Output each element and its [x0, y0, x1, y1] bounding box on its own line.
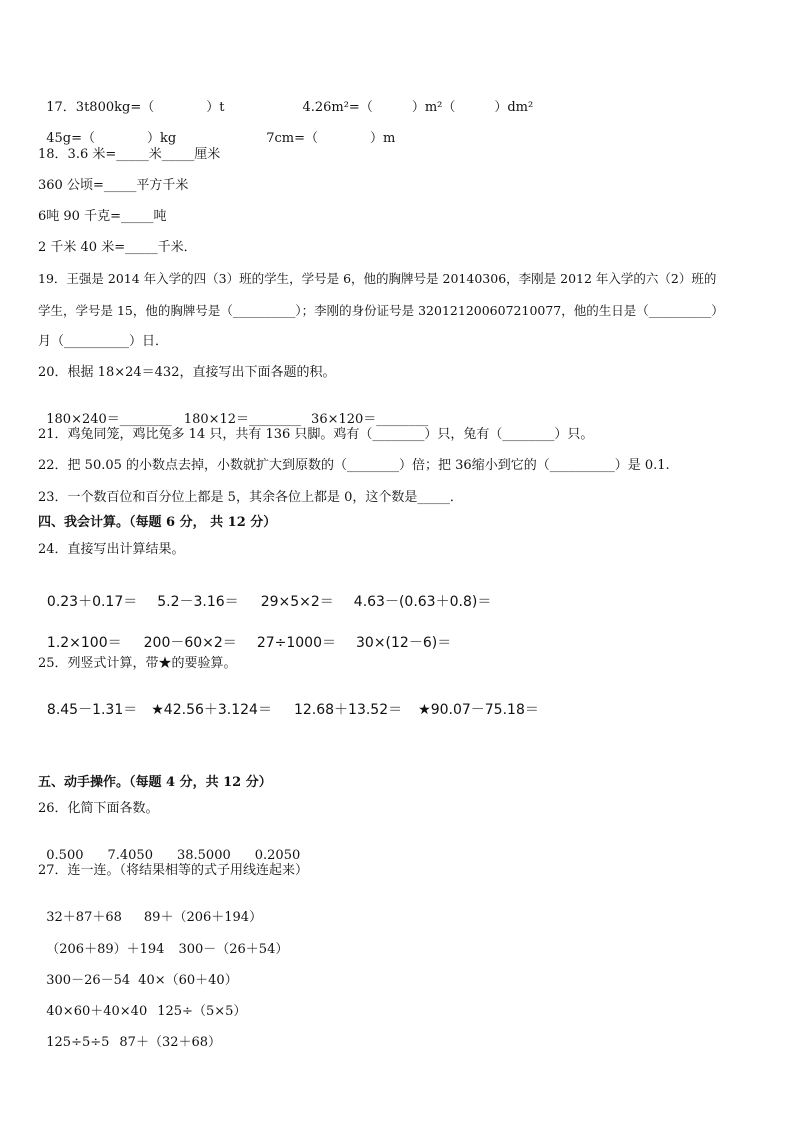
q19-line-1: 19．王强是 2014 年入学的四（3）班的学生，学号是 6，他的胸牌号是 20140306，李刚是 2012 年入学的六（2）班的 — [38, 271, 717, 286]
q19-line-3: 月（__________）日． — [38, 334, 169, 349]
q27-row — [38, 1019, 221, 1051]
q24-expr: 30×(12－6)＝ — [356, 635, 452, 651]
q27-right-expr: 300－（26＋54） — [178, 942, 289, 957]
q20-line-2 — [38, 396, 428, 428]
q27-row — [38, 988, 246, 1020]
q21-line: 21．鸡兔同笼，鸡比兔多 14 只，共有 136 只脚。鸡有（________）只，兔有（________）只。 — [38, 427, 594, 442]
q18-line-4: 2 千米 40 米=_____千米． — [38, 240, 197, 255]
q27-left-expr: 300－26－54 — [46, 973, 131, 988]
q26-number: 38.5000 — [176, 848, 231, 863]
q27-left-expr: 125÷5÷5 — [46, 1035, 110, 1050]
q25-line-1: 25．列竖式计算，带★的要验算。 — [38, 656, 237, 671]
q17-line-2 — [38, 115, 395, 147]
q17-part-d: 7cm=（ ）m — [266, 131, 396, 146]
q25-row-1 — [38, 686, 539, 718]
q24-expr: 29×5×2＝ — [260, 594, 334, 610]
q18-line-2: 360 公顷=_____平方千米 — [38, 178, 189, 193]
q26-number: 0.2050 — [254, 848, 301, 863]
q24-expr: 0.23＋0.17＝ — [46, 594, 138, 610]
q27-left-expr: 32＋87＋68 — [46, 910, 122, 925]
q25-expr: 8.45－1.31＝ — [46, 702, 138, 718]
q24-expr: 5.2－3.16＝ — [157, 594, 239, 610]
q25-expr: 12.68＋13.52＝ — [293, 702, 403, 718]
q26-numbers — [38, 832, 300, 864]
q27-left-expr: （206＋89）＋194 — [46, 942, 165, 957]
section-5-heading: 五、动手操作。（每题 4 分，共 12 分） — [38, 775, 272, 790]
section-4-heading: 四、我会计算。（每题 6 分， 共 12 分） — [38, 515, 277, 530]
q27-row — [38, 894, 262, 926]
q24-row-2 — [38, 619, 451, 651]
q18-line-1: 18．3.6 米=_____米_____厘米 — [38, 147, 221, 162]
q17-part-a: 17．3t800kg=（ ）t — [46, 100, 225, 115]
q17-line-1 — [38, 84, 533, 116]
q27-right-expr: 89＋（206＋194） — [143, 910, 263, 925]
q24-line-1: 24．直接写出计算结果。 — [38, 542, 185, 557]
q25-expr: ★42.56＋3.124＝ — [151, 702, 272, 718]
q27-line-1: 27．连一连。（将结果相等的式子用线连起来） — [38, 863, 309, 878]
q25-expr: ★90.07－75.18＝ — [418, 702, 539, 718]
q27-left-expr: 40×60＋40×40 — [46, 1004, 148, 1019]
q20-item-c: 36×120＝________ — [311, 412, 429, 427]
q22-line: 22．把 50.05 的小数点去掉，小数就扩大到原数的（________）倍；把 36缩小到它的（__________）是 0.1. — [38, 458, 670, 473]
q17-part-c: 45g=（ ）kg — [46, 131, 177, 146]
q24-expr: 1.2×100＝ — [46, 635, 122, 651]
q23-line: 23．一个数百位和百分位上都是 5，其余各位上都是 0，这个数是_____． — [38, 490, 463, 505]
q27-row — [38, 957, 238, 989]
q20-item-b: 180×12＝________ — [183, 412, 302, 427]
q27-row — [38, 926, 288, 958]
q19-line-2: 学生，学号是 15，他的胸牌号是（__________）；李刚的身份证号是 320121200607210077，他的生日是（__________） — [38, 303, 724, 318]
q27-right-expr: 40×（60＋40） — [138, 973, 238, 988]
q20-item-a: 180×240＝________ — [46, 412, 172, 427]
q27-right-expr: 125÷（5×5） — [157, 1004, 247, 1019]
q26-line-1: 26．化简下面各数。 — [38, 801, 159, 816]
q17-part-b: 4.26m²=（ ）m²（ ）dm² — [302, 100, 534, 115]
q27-right-expr: 87＋（32＋68） — [119, 1035, 222, 1050]
q24-expr: 200－60×2＝ — [143, 635, 237, 651]
q24-expr: 27÷1000＝ — [256, 635, 336, 651]
q24-row-1 — [38, 578, 491, 610]
q26-number: 7.4050 — [107, 848, 153, 863]
q18-line-3: 6吨 90 千克=_____吨 — [38, 209, 167, 224]
q20-line-1: 20．根据 18×24＝432，直接写出下面各题的积。 — [38, 365, 336, 380]
q24-expr: 4.63－(0.63＋0.8)＝ — [353, 594, 492, 610]
q26-number: 0.500 — [46, 848, 84, 863]
